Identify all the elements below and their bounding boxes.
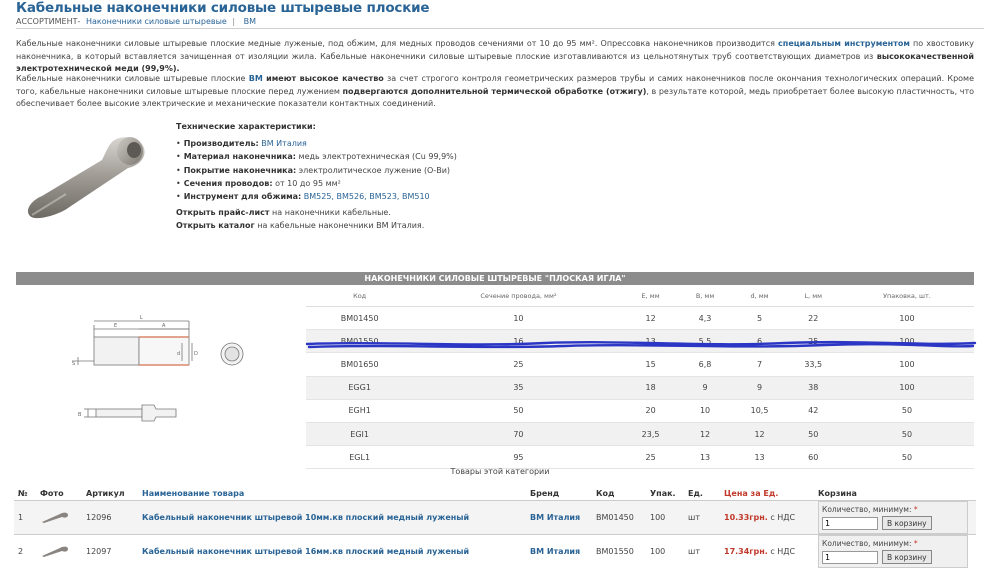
quantity-input[interactable] bbox=[822, 551, 878, 564]
dims-row bbox=[306, 399, 974, 422]
dims-value-cell: 50 bbox=[840, 399, 974, 422]
description-paragraph-1: Кабельные наконечники силовые штыревые плоские медные луженые, под обжим, для медных проводов сечениями от 10 до 95 мм². Опрессовка наконечников производится специальным инструментом по хвостовику наконечника, в который вставляется зачищенная от изоляции жила. Кабельные наконечники силовые штыревые плоские изготавливаются из цельнотянутых труб соответствующих диаметров из высококачественной электротехнической меди (99,9%). bbox=[16, 38, 974, 76]
dims-code-cell: EGI1 bbox=[306, 422, 413, 445]
col-cart: Корзина bbox=[814, 486, 976, 501]
product-row bbox=[14, 501, 976, 535]
dims-table bbox=[306, 285, 974, 469]
dim-label: d bbox=[177, 351, 180, 357]
spec-item: • Материал наконечника: медь электротехническая (Cu 99,9%) bbox=[176, 150, 457, 163]
product-unit: шт bbox=[684, 535, 720, 568]
dims-value-cell: 95 bbox=[413, 446, 623, 469]
brand-link[interactable]: BM bbox=[249, 74, 263, 83]
dims-value-cell: 4,3 bbox=[678, 307, 733, 330]
col-header: d, мм bbox=[733, 285, 787, 307]
col-unit: Ед. bbox=[684, 486, 720, 501]
dims-value-cell: 25 bbox=[413, 353, 623, 376]
dims-code-cell: BM01550 bbox=[306, 330, 413, 353]
col-header: L, мм bbox=[787, 285, 840, 307]
dims-value-cell: 9 bbox=[733, 376, 787, 399]
dims-value-cell: 50 bbox=[413, 399, 623, 422]
dims-value-cell: 7 bbox=[733, 353, 787, 376]
breadcrumb-divider: | bbox=[232, 17, 235, 26]
col-header: Код bbox=[306, 285, 413, 307]
dims-code-cell: EGL1 bbox=[306, 446, 413, 469]
breadcrumb-brand-link[interactable]: BM bbox=[244, 17, 256, 26]
cart-label: Количество, минимум: * bbox=[822, 505, 964, 514]
category-title: Товары этой категории bbox=[0, 467, 1000, 476]
dims-code-cell: BM01450 bbox=[306, 307, 413, 330]
dims-value-cell: 42 bbox=[787, 399, 840, 422]
dims-value-cell: 50 bbox=[787, 422, 840, 445]
price-list-text: на наконечники кабельные. bbox=[272, 208, 391, 217]
dims-value-cell: 15 bbox=[624, 353, 678, 376]
dims-value-cell: 6 bbox=[733, 330, 787, 353]
dims-value-cell: 16 bbox=[413, 330, 623, 353]
dims-value-cell: 20 bbox=[624, 399, 678, 422]
dims-value-cell: 100 bbox=[840, 353, 974, 376]
product-price: 10.33грн. с НДС bbox=[720, 501, 814, 535]
dims-value-cell: 25 bbox=[787, 330, 840, 353]
crimp-tools-link[interactable]: BM525, BM526, BM523, BM510 bbox=[304, 192, 430, 201]
breadcrumb-separator: - bbox=[78, 17, 81, 26]
dims-value-cell: 100 bbox=[840, 330, 974, 353]
add-to-cart-button[interactable]: В корзину bbox=[882, 550, 932, 564]
dims-value-cell: 13 bbox=[624, 330, 678, 353]
dims-code-cell: BM01650 bbox=[306, 353, 413, 376]
col-num: № bbox=[14, 486, 36, 501]
dims-value-cell: 18 bbox=[624, 376, 678, 399]
manufacturer-link[interactable]: BM Италия bbox=[261, 139, 307, 148]
product-brand-link[interactable]: BM Италия bbox=[526, 535, 592, 568]
product-num: 2 bbox=[14, 535, 36, 568]
product-num: 1 bbox=[14, 501, 36, 535]
products-table bbox=[14, 486, 976, 568]
dims-value-cell: 13 bbox=[678, 446, 733, 469]
dim-label: A bbox=[162, 323, 166, 329]
cart-form bbox=[818, 535, 968, 568]
dims-row bbox=[306, 353, 974, 376]
dims-code-cell: EGG1 bbox=[306, 376, 413, 399]
highlight-scribble bbox=[305, 339, 977, 351]
col-header: E, мм bbox=[624, 285, 678, 307]
special-tool-link[interactable]: специальным инструментом bbox=[778, 39, 910, 48]
dim-label: D bbox=[194, 351, 198, 357]
dims-value-cell: 10 bbox=[678, 399, 733, 422]
dims-value-cell: 12 bbox=[624, 307, 678, 330]
cart-label: Количество, минимум: * bbox=[822, 539, 964, 548]
cart-form bbox=[818, 501, 968, 534]
dim-label: S bbox=[72, 361, 75, 367]
product-name-link[interactable]: Кабельный наконечник штыревой 16мм.кв плоский медный луженый bbox=[138, 535, 526, 568]
dims-value-cell: 10 bbox=[413, 307, 623, 330]
product-thumb[interactable] bbox=[36, 501, 82, 535]
col-photo: Фото bbox=[36, 486, 82, 501]
col-pack: Упак. bbox=[646, 486, 684, 501]
dims-code-cell: EGH1 bbox=[306, 399, 413, 422]
dims-value-cell: 6,8 bbox=[678, 353, 733, 376]
dims-value-cell: 50 bbox=[840, 446, 974, 469]
col-name[interactable]: Наименование товара bbox=[138, 486, 526, 501]
catalog-link[interactable]: Открыть каталог bbox=[176, 221, 255, 230]
dim-label: E bbox=[114, 323, 117, 329]
tech-specs bbox=[176, 120, 457, 233]
col-article: Артикул bbox=[82, 486, 138, 501]
product-pack: 100 bbox=[646, 501, 684, 535]
dims-table-header bbox=[306, 285, 974, 307]
product-code: BM01550 bbox=[592, 535, 646, 568]
cart-cell bbox=[814, 501, 976, 535]
dims-value-cell: 60 bbox=[787, 446, 840, 469]
dims-table-title: НАКОНЕЧНИКИ СИЛОВЫЕ ШТЫРЕВЫЕ "ПЛОСКАЯ ИГЛА" bbox=[16, 272, 974, 285]
quantity-input[interactable] bbox=[822, 517, 878, 530]
description-paragraph-2: Кабельные наконечники силовые штыревые плоские BM имеют высокое качество за счет строгого контроля геометрических размеров трубы и самих наконечников после окончания технологических операций. Кроме того, кабельные наконечники силовые штыревые плоские перед лужением подвергаются дополнительной термической обработке (отжигу), в результате которой, медь приобретает более высокую пластичность, что обеспечивает более высокие электрические и механические показатели контактных соединений. bbox=[16, 73, 974, 111]
dims-value-cell: 50 bbox=[840, 422, 974, 445]
dims-row bbox=[306, 446, 974, 469]
lug-dimension-diagram bbox=[16, 285, 306, 448]
dims-row bbox=[306, 422, 974, 445]
col-header: B, мм bbox=[678, 285, 733, 307]
product-name-link[interactable]: Кабельный наконечник штыревой 10мм.кв плоский медный луженый bbox=[138, 501, 526, 535]
add-to-cart-button[interactable]: В корзину bbox=[882, 516, 932, 530]
dims-value-cell: 70 bbox=[413, 422, 623, 445]
dims-value-cell: 12 bbox=[733, 422, 787, 445]
product-article: 12096 bbox=[82, 501, 138, 535]
spec-item: • Производитель: BM Италия bbox=[176, 137, 457, 150]
breadcrumb-category-link[interactable]: Наконечники силовые штыревые bbox=[86, 17, 227, 26]
title-divider bbox=[16, 28, 984, 29]
product-code: BM01450 bbox=[592, 501, 646, 535]
dims-value-cell: 5,5 bbox=[678, 330, 733, 353]
spec-item: • Инструмент для обжима: BM525, BM526, BM523, BM510 bbox=[176, 190, 457, 203]
specs-heading: Технические характеристики: bbox=[176, 120, 457, 133]
products-header bbox=[14, 486, 976, 501]
catalog-text: на кабельные наконечники BM Италия. bbox=[257, 221, 424, 230]
product-brand-link[interactable]: BM Италия bbox=[526, 501, 592, 535]
spec-item: • Покрытие наконечника: электролитическое лужение (О-Ви) bbox=[176, 164, 457, 177]
product-unit: шт bbox=[684, 501, 720, 535]
breadcrumb bbox=[16, 17, 256, 26]
dim-label: B bbox=[78, 412, 82, 418]
page-title: Кабельные наконечники силовые штыревые плоские bbox=[16, 0, 429, 16]
dims-value-cell: 13 bbox=[733, 446, 787, 469]
dims-value-cell: 12 bbox=[678, 422, 733, 445]
price-list-link[interactable]: Открыть прайс-лист bbox=[176, 208, 269, 217]
dims-value-cell: 23,5 bbox=[624, 422, 678, 445]
product-photo bbox=[20, 120, 160, 230]
dims-value-cell: 35 bbox=[413, 376, 623, 399]
dims-value-cell: 33,5 bbox=[787, 353, 840, 376]
col-price: Цена за Ед. bbox=[720, 486, 814, 501]
dims-row bbox=[306, 307, 974, 330]
spec-item: • Сечения проводов: от 10 до 95 мм² bbox=[176, 177, 457, 190]
dims-value-cell: 25 bbox=[624, 446, 678, 469]
col-brand: Бренд bbox=[526, 486, 592, 501]
dims-value-cell: 9 bbox=[678, 376, 733, 399]
dims-value-cell: 5 bbox=[733, 307, 787, 330]
product-article: 12097 bbox=[82, 535, 138, 568]
dims-row bbox=[306, 376, 974, 399]
dims-value-cell: 10,5 bbox=[733, 399, 787, 422]
dims-value-cell: 100 bbox=[840, 376, 974, 399]
col-code: Код bbox=[592, 486, 646, 501]
breadcrumb-root[interactable]: АССОРТИМЕНТ bbox=[16, 17, 78, 26]
col-header: Упаковка, шт. bbox=[840, 285, 974, 307]
specs-list bbox=[176, 137, 457, 203]
col-header: Сечение провода, мм² bbox=[413, 285, 623, 307]
dims-value-cell: 22 bbox=[787, 307, 840, 330]
product-price: 17.34грн. с НДС bbox=[720, 535, 814, 568]
product-pack: 100 bbox=[646, 535, 684, 568]
dims-value-cell: 100 bbox=[840, 307, 974, 330]
dim-label: L bbox=[140, 315, 143, 321]
dims-value-cell: 38 bbox=[787, 376, 840, 399]
